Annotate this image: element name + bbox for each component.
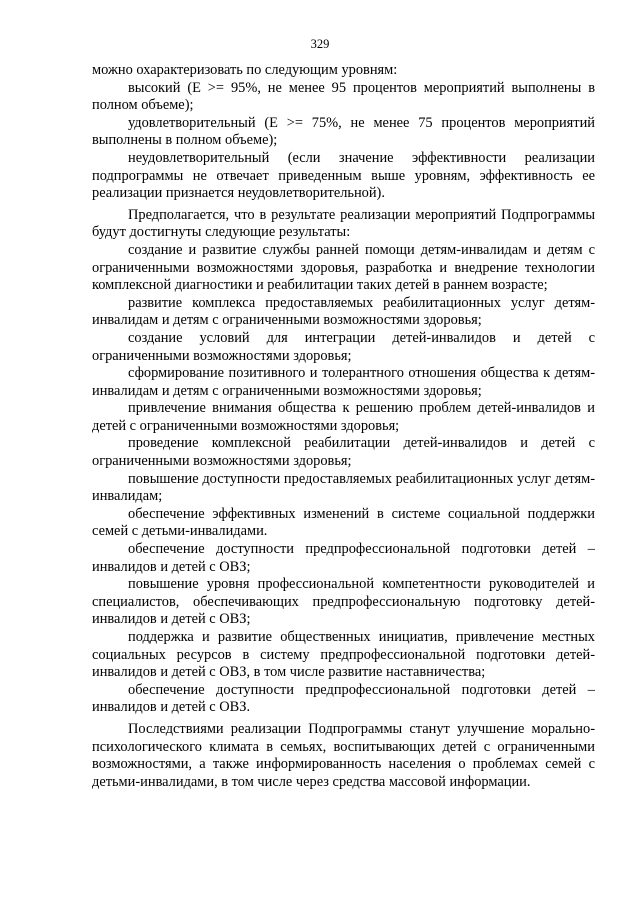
paragraph-intro: можно охарактеризовать по следующим уровням: (92, 62, 398, 78)
body-text (92, 62, 595, 791)
paragraph-result-rehab-services: развитие комплекса предоставляемых реабилитационных услуг детям-инвалидам и детям с ограниченными возможностями здоровья; (92, 294, 595, 329)
paragraph-level-high: высокий (Е >= 95%, не менее 95 процентов мероприятий выполнены в полном объеме); (92, 79, 595, 114)
paragraph-result-attitude: сформирование позитивного и толерантного отношения общества к детям-инвалидам и детям с ограниченными возможностями здоровья; (92, 365, 595, 399)
paragraph-result-preprofessional: обеспечение доступности предпрофессиональной подготовки детей – инвалидов и детей с ОВЗ; (92, 541, 595, 575)
page-number: 329 (310, 37, 330, 51)
paragraph-result-attention: привлечение внимания общества к решению проблем детей-инвалидов и детей с ограниченными возможностями здоровья; (92, 400, 595, 434)
paragraph-expected-results: Предполагается, что в результате реализации мероприятий Подпрограммы будут достигнуты следующие результаты: (92, 206, 595, 241)
paragraph-result-accessibility: повышение доступности предоставляемых реабилитационных услуг детям-инвалидам; (92, 470, 595, 505)
paragraph-result-preprofessional-2: обеспечение доступности предпрофессиональной подготовки детей – инвалидов и детей с ОВЗ. (92, 681, 595, 716)
paragraph-result-complex-rehab: проведение комплексной реабилитации детей-инвалидов и детей с ограниченными возможностями здоровья; (92, 435, 595, 470)
paragraph-level-satisfactory: удовлетворительный (Е >= 75%, не менее 75 процентов мероприятий выполнены в полном объеме); (92, 114, 595, 149)
paragraph-result-competence: повышение уровня профессиональной компетентности руководителей и специалистов, обеспечивающих предпрофессиональную подготовку детей-инвалидов и детей с ОВЗ; (92, 576, 595, 628)
paragraph-result-early-help: создание и развитие службы ранней помощи детям-инвалидам и детям с ограниченными возможностями здоровья, разработка и внедрение технологии комплексной диагностики и реабилитации таких детей в раннем возрасте; (92, 241, 595, 294)
paragraph-result-social-support: обеспечение эффективных изменений в системе социальной поддержки семей с детьми-инвалидами. (92, 505, 595, 540)
paragraph-result-initiatives: поддержка и развитие общественных инициатив, привлечение местных социальных ресурсов в систему предпрофессиональной подготовки детей-инвалидов и детей с ОВЗ, в том числе развитие наставничества; (92, 629, 595, 681)
paragraph-result-integration: создание условий для интеграции детей-инвалидов и детей с ограниченными возможностями здоровья; (92, 329, 595, 364)
paragraph-level-unsatisfactory: неудовлетворительный (если значение эффективности реализации подпрограммы не отвечает приведенным выше уровням, эффективность ее реализации признается неудовлетворительной). (92, 149, 595, 202)
paragraph-consequences: Последствиями реализации Подпрограммы станут улучшение морально-психологического климата в семьях, воспитывающих детей с ограниченными возможностями, а также информированность населения о проблемах семей с детьми-инвалидами, в том числе через средства массовой информации. (92, 720, 595, 790)
